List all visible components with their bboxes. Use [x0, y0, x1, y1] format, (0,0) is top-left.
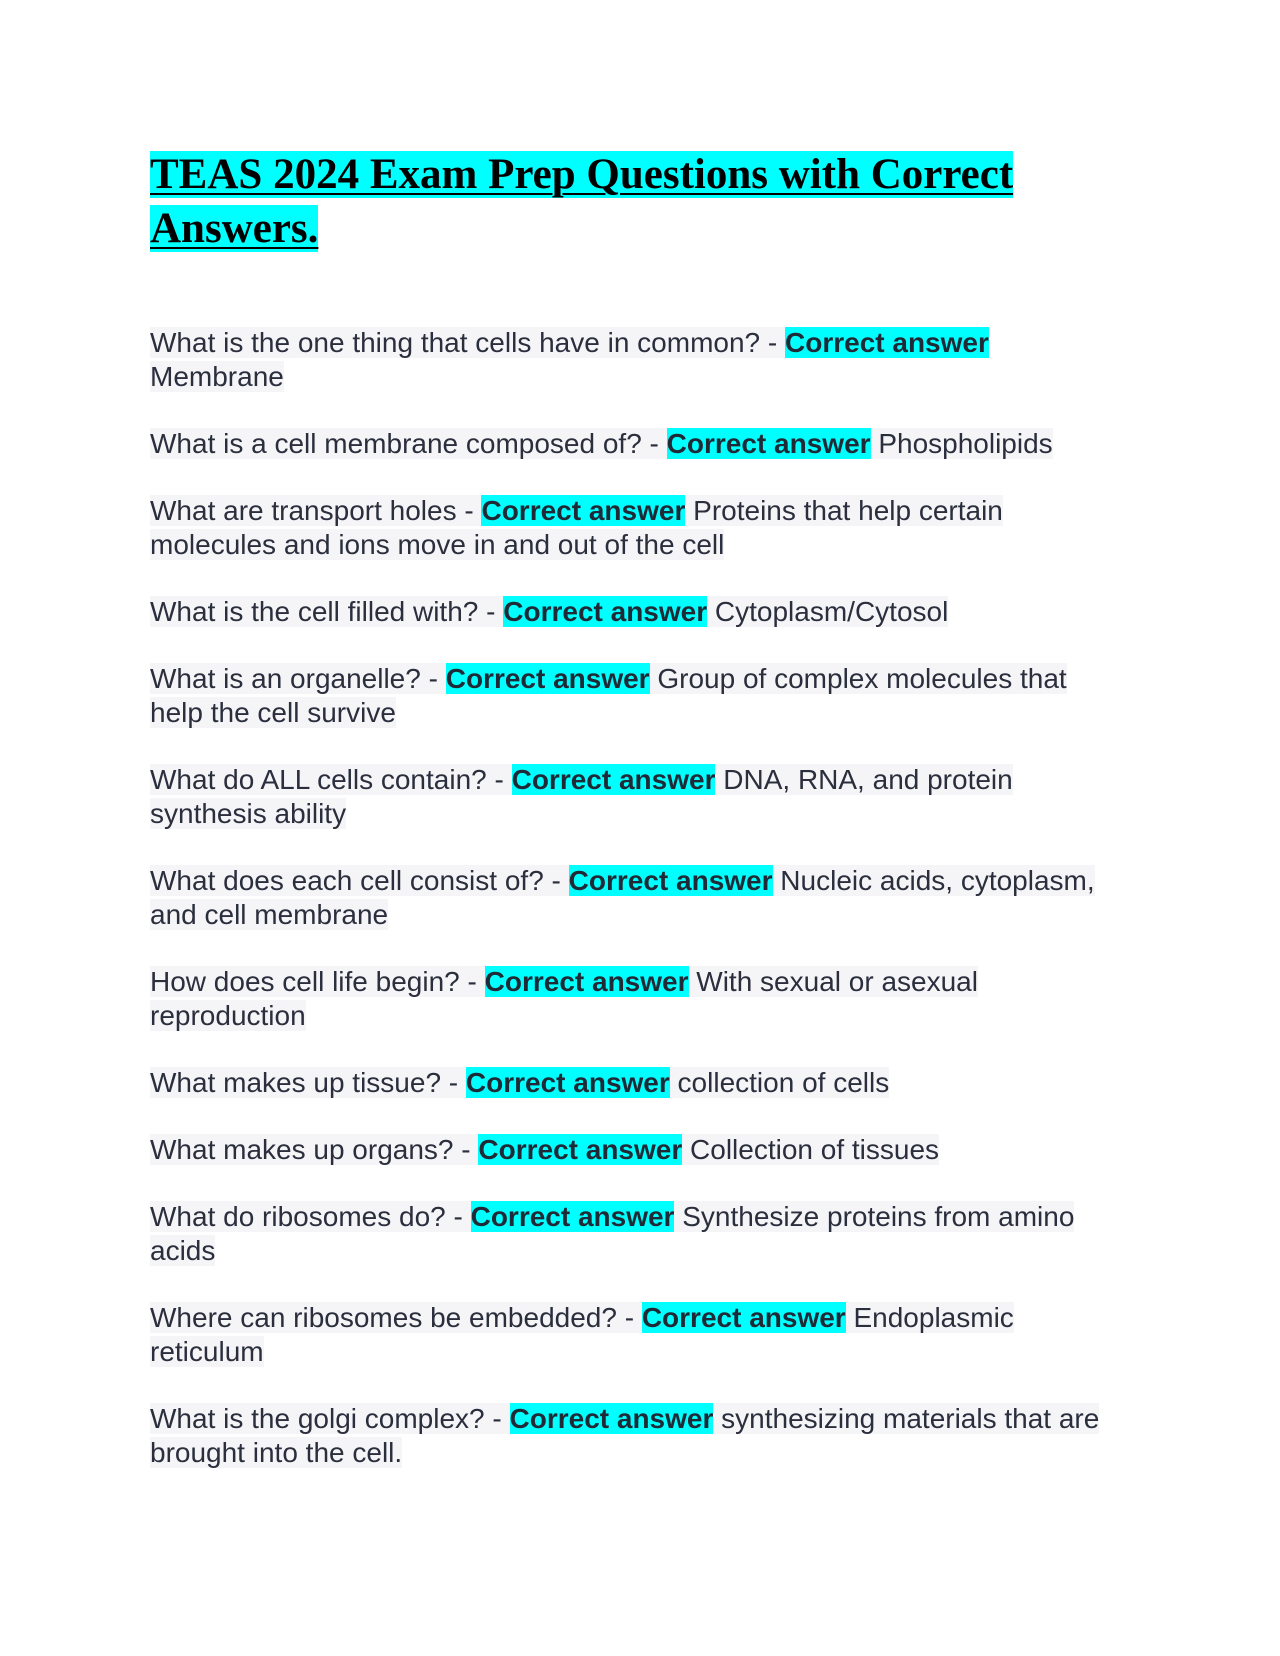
- qa-item: [150, 662, 1120, 730]
- qa-item: [150, 1402, 1120, 1470]
- page-title: [150, 148, 1120, 256]
- question-text: What are transport holes -: [150, 495, 482, 526]
- answer-text: Nucleic acids, cytoplasm, and cell membrane: [150, 865, 1095, 930]
- answer-label: Correct answer: [785, 327, 989, 358]
- answer-label: Correct answer: [511, 764, 716, 795]
- qa-item: [150, 1200, 1120, 1268]
- qa-item: [150, 965, 1120, 1033]
- answer-text: Proteins that help certain molecules and ions move in and out of the cell: [150, 495, 1003, 560]
- document-page: [150, 148, 1120, 1503]
- question-text: What is an organelle? -: [150, 663, 446, 694]
- qa-item: [150, 1133, 1120, 1167]
- answer-label: Correct answer: [445, 663, 650, 694]
- question-text: What makes up organs? -: [150, 1134, 479, 1165]
- question-text: What is the golgi complex? -: [150, 1403, 510, 1434]
- qa-item: [150, 427, 1120, 461]
- qa-item: [150, 864, 1120, 932]
- answer-text: Collection of tissues: [682, 1134, 940, 1165]
- qa-list: [150, 326, 1120, 1470]
- answer-text: Phospholipids: [870, 428, 1053, 459]
- answer-label: Correct answer: [509, 1403, 714, 1434]
- answer-label: Correct answer: [641, 1302, 846, 1333]
- question-text: What is the cell filled with? -: [150, 596, 504, 627]
- answer-text: DNA, RNA, and protein synthesis ability: [150, 764, 1013, 829]
- answer-text: Group of complex molecules that help the cell survive: [150, 663, 1067, 728]
- answer-label: Correct answer: [568, 865, 773, 896]
- answer-label: Correct answer: [484, 966, 689, 997]
- answer-text: Synthesize proteins from amino acids: [150, 1201, 1075, 1266]
- answer-text: Endoplasmic reticulum: [150, 1302, 1014, 1367]
- question-text: What is a cell membrane composed of? -: [150, 428, 667, 459]
- answer-text: Membrane: [150, 361, 284, 392]
- qa-item: [150, 494, 1120, 562]
- answer-label: Correct answer: [503, 596, 708, 627]
- answer-text: With sexual or asexual reproduction: [150, 966, 978, 1031]
- question-text: What is the one thing that cells have in common? -: [150, 327, 785, 358]
- question-text: Where can ribosomes be embedded? -: [150, 1302, 642, 1333]
- qa-item: [150, 595, 1120, 629]
- question-text: What do ALL cells contain? -: [150, 764, 512, 795]
- qa-item: [150, 1066, 1120, 1100]
- question-text: How does cell life begin? -: [150, 966, 485, 997]
- question-text: What do ribosomes do? -: [150, 1201, 471, 1232]
- page-title-text: TEAS 2024 Exam Prep Questions with Correct Answers.: [150, 151, 1014, 252]
- question-text: What makes up tissue? -: [150, 1067, 466, 1098]
- answer-label: Correct answer: [481, 495, 686, 526]
- answer-label: Correct answer: [666, 428, 871, 459]
- answer-label: Correct answer: [465, 1067, 670, 1098]
- qa-item: [150, 326, 1120, 394]
- question-text: What does each cell consist of? -: [150, 865, 569, 896]
- answer-text: collection of cells: [669, 1067, 890, 1098]
- answer-label: Correct answer: [478, 1134, 683, 1165]
- qa-item: [150, 763, 1120, 831]
- answer-text: synthesizing materials that are brought into the cell.: [150, 1403, 1100, 1468]
- answer-label: Correct answer: [470, 1201, 675, 1232]
- answer-text: Cytoplasm/Cytosol: [707, 596, 949, 627]
- qa-item: [150, 1301, 1120, 1369]
